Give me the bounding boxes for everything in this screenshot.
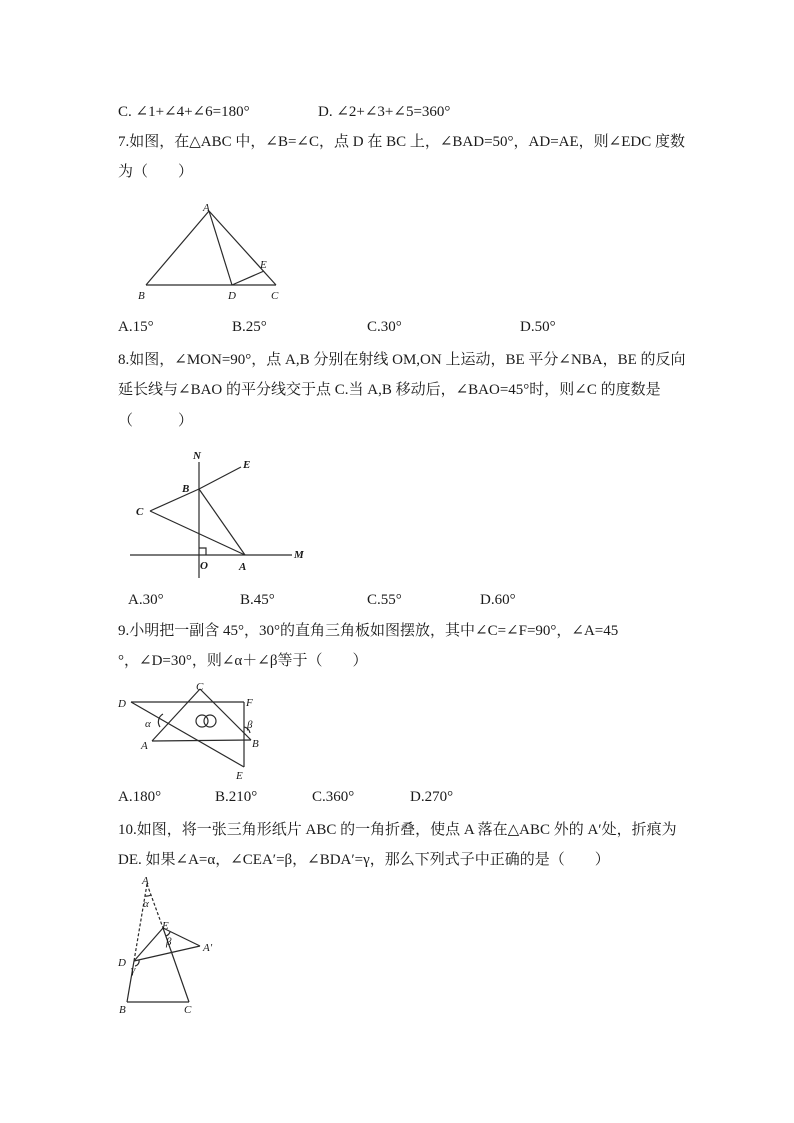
q9-label-f: F: [246, 697, 253, 709]
q8-figure-angle: [125, 445, 305, 580]
q8-label-m: M: [294, 549, 304, 561]
q9-option-d: D.270°: [410, 789, 454, 805]
q8-option-c: C.55°: [367, 592, 402, 608]
q7-option-c: C.30°: [367, 319, 402, 335]
q7-option-a: A.15°: [118, 319, 154, 335]
q9-label-e: E: [236, 770, 243, 782]
q9-side-cb: [200, 689, 251, 740]
q8-label-e: E: [243, 459, 251, 471]
q8-label-c: C: [136, 506, 144, 518]
q10-label-gamma: γ: [131, 964, 136, 976]
q8-stem-line-3: （ ）: [118, 413, 194, 429]
q9-label-d: D: [118, 698, 126, 710]
q8-segment-ca: [150, 511, 245, 555]
q7-stem-line-1: 7.如图，在△ABC 中，∠B=∠C，点 D 在 BC 上，∠BAD=50°，AD=AE，则∠EDC 度数: [118, 134, 685, 150]
q7-stem-line-2: 为（ ）: [118, 164, 194, 180]
q8-label-o: O: [200, 560, 208, 572]
q10-label-c: C: [184, 1004, 192, 1016]
q10-label-e: E: [162, 920, 169, 932]
q7-figure-triangle: [130, 198, 290, 304]
q9-stem-line-2: °，∠D=30°，则∠α＋∠β等于（ ）: [118, 653, 368, 669]
q6-option-c: C. ∠1+∠4+∠6=180°: [118, 104, 250, 120]
q8-label-n: N: [193, 450, 201, 462]
q8-option-a: A.30°: [128, 592, 164, 608]
q8-option-b: B.45°: [240, 592, 275, 608]
q9-label-beta: β: [247, 719, 253, 731]
q8-right-angle-mark: [199, 548, 206, 555]
q10-figure-fold: [112, 872, 222, 1018]
q9-side-ca: [152, 689, 200, 741]
q7-label-e: E: [260, 259, 267, 271]
q10-label-b: B: [119, 1004, 126, 1016]
q10-segment-da-prime: [134, 946, 200, 961]
q9-option-a: A.180°: [118, 789, 162, 805]
q9-stem-line-1: 9.小明把一副含 45°，30°的直角三角板如图摆放，其中∠C=∠F=90°，∠A=45: [118, 623, 619, 639]
q7-label-a: A: [203, 202, 210, 214]
q8-segment-ba: [199, 489, 245, 555]
q9-side-ab: [152, 740, 251, 741]
q7-segment-ad: [209, 211, 232, 285]
q7-side-ac: [209, 211, 276, 285]
q10-crease-de: [134, 928, 163, 961]
q10-label-a: A: [142, 875, 149, 887]
q7-option-d: D.50°: [520, 319, 556, 335]
q10-dashed-ae: [147, 884, 163, 928]
q10-stem-line-1: 10.如图，将一张三角形纸片 ABC 的一角折叠，使点 A 落在△ABC 外的 A′处，折痕为: [118, 822, 677, 838]
q10-label-a-prime: A′: [203, 942, 213, 954]
q7-option-b: B.25°: [232, 319, 267, 335]
q8-ray-be: [199, 467, 241, 489]
q10-angle-alpha-arc: [145, 895, 151, 896]
q9-label-a: A: [141, 740, 148, 752]
q8-stem-line-2: 延长线与∠BAO 的平分线交于点 C.当 A,B 移动后，∠BAO=45°时，则∠C 的度数是: [118, 382, 661, 398]
q7-segment-de: [232, 271, 264, 285]
q8-label-b: B: [182, 483, 190, 495]
q10-label-d: D: [118, 957, 126, 969]
q9-option-b: B.210°: [215, 789, 258, 805]
q8-label-a: A: [239, 561, 247, 573]
q9-side-de: [131, 702, 244, 767]
q10-label-beta: β: [166, 936, 172, 948]
q7-label-c: C: [271, 290, 279, 302]
q9-hole-right: [204, 715, 216, 727]
q10-stem-line-2: DE. 如果∠A=α，∠CEA′=β，∠BDA′=γ，那么下列式子中正确的是（ ）: [118, 852, 610, 868]
q10-label-alpha: α: [143, 898, 149, 910]
q6-option-d: D. ∠2+∠3+∠5=360°: [318, 104, 451, 120]
q9-label-alpha: α: [145, 718, 151, 730]
q9-option-c: C.360°: [312, 789, 355, 805]
q7-label-b: B: [138, 290, 145, 302]
q8-option-d: D.60°: [480, 592, 516, 608]
q9-label-c: C: [196, 681, 204, 693]
q7-label-d: D: [228, 290, 236, 302]
q8-segment-bc: [150, 489, 199, 511]
q8-stem-line-1: 8.如图，∠MON=90°，点 A,B 分别在射线 OM,ON 上运动，BE 平分∠NBA，BE 的反向: [118, 352, 686, 368]
q7-side-ab: [146, 211, 209, 285]
q9-label-b: B: [252, 738, 259, 750]
q10-dashed-ad: [134, 884, 147, 961]
q9-figure-set-squares: [115, 675, 265, 783]
